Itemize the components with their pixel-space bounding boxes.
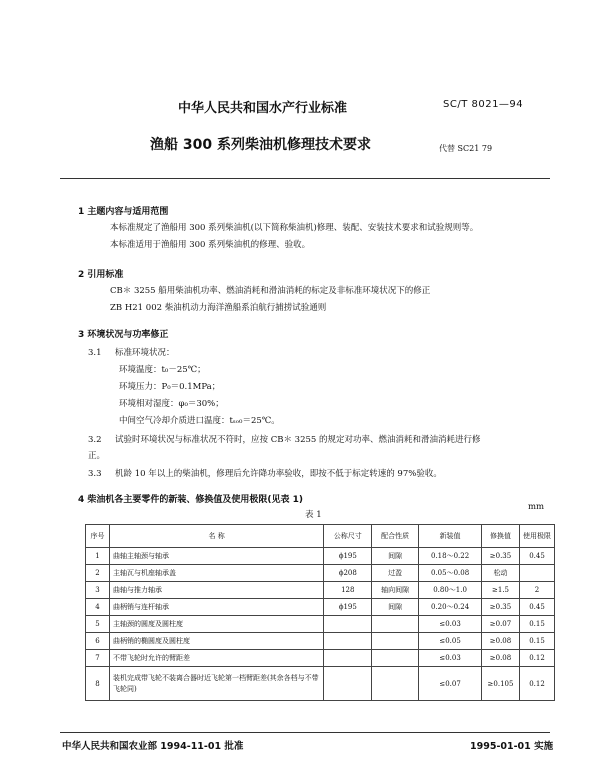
cell-no: 4 xyxy=(86,599,110,616)
table-row xyxy=(86,633,555,650)
table-caption: 表 1 xyxy=(305,510,322,520)
col-header-new: 新装值 xyxy=(419,525,482,548)
cell-repair: ≥0.35 xyxy=(482,599,520,616)
effective-date: 1995-01-01 实施 xyxy=(470,741,554,752)
cell-new: ≤0.03 xyxy=(419,616,482,633)
table-row xyxy=(86,582,555,599)
cell-limit: 0.45 xyxy=(519,548,554,565)
cell-name: 不带飞轮时允许的臂距差 xyxy=(109,650,323,667)
col-header-repair: 修换值 xyxy=(482,525,520,548)
cell-no: 2 xyxy=(86,565,110,582)
cell-new: ≤0.07 xyxy=(419,667,482,701)
cell-repair: ≥0.08 xyxy=(482,633,520,650)
cell-new: 0.18～0.22 xyxy=(419,548,482,565)
cell-nominal: 128 xyxy=(324,582,372,599)
standard-number: SC/T 8021—94 xyxy=(443,99,524,110)
clause-3-3-text: 机龄 10 年以上的柴油机，修理后允许降功率验收，即按不低于标定转速的 97%验收。 xyxy=(115,469,442,479)
cell-repair: ≥0.35 xyxy=(482,548,520,565)
clause-3-2-continued: 正。 xyxy=(88,451,106,461)
env-pressure: 环境压力：P₀＝0.1MPa； xyxy=(119,382,221,392)
table-row xyxy=(86,616,555,633)
cell-fit xyxy=(372,667,419,701)
cell-fit: 过盈 xyxy=(372,565,419,582)
env-humidity: 环境相对湿度：φ₀＝30%； xyxy=(119,399,224,409)
table-row xyxy=(86,565,555,582)
cell-no: 1 xyxy=(86,548,110,565)
cell-limit: 0.45 xyxy=(519,599,554,616)
env-coolant-temp: 中间空气冷却介质进口温度：tₛₒ₀＝25℃。 xyxy=(119,416,280,426)
cell-name: 曲轴与推力轴承 xyxy=(109,582,323,599)
approval-note: 中华人民共和国农业部 1994-11-01 批准 xyxy=(62,741,244,752)
section-1-paragraph-1: 本标准规定了渔船用 300 系列柴油机(以下简称柴油机)修理、装配、安装技术要求和试验规则等。 xyxy=(110,223,479,233)
issuing-organization: 中华人民共和国水产行业标准 xyxy=(178,101,348,116)
cell-fit xyxy=(372,616,419,633)
col-header-limit: 使用极限 xyxy=(519,525,554,548)
col-header-name: 名 称 xyxy=(109,525,323,548)
col-header-no: 序号 xyxy=(86,525,110,548)
cell-nominal: ϕ195 xyxy=(324,548,372,565)
section-4-heading: 4 柴油机各主要零件的新装、修换值及使用极限(见表 1) xyxy=(78,495,304,505)
clause-number: 3.3 xyxy=(88,469,102,479)
cell-nominal xyxy=(324,616,372,633)
col-header-fit: 配合性质 xyxy=(372,525,419,548)
cell-limit: 0.15 xyxy=(519,616,554,633)
cell-repair: ≥1.5 xyxy=(482,582,520,599)
table-row xyxy=(86,599,555,616)
cell-no: 6 xyxy=(86,633,110,650)
cell-nominal xyxy=(324,650,372,667)
cell-repair: ≥0.105 xyxy=(482,667,520,701)
cell-nominal xyxy=(324,667,372,701)
cell-name: 曲轴主轴颈与轴承 xyxy=(109,548,323,565)
env-temperature: 环境温度：t₀－25℃； xyxy=(119,365,206,375)
table-row xyxy=(86,650,555,667)
footer-rule xyxy=(60,732,550,733)
parts-table xyxy=(85,524,555,701)
cell-name: 曲柄销的椭圆度及圆柱度 xyxy=(109,633,323,650)
reference-1: CB＊ 3255 船用柴油机功率、燃油消耗和滑油消耗的标定及非标准环境状况下的修正 xyxy=(110,286,431,296)
cell-name: 主轴颈的圆度及圆柱度 xyxy=(109,616,323,633)
col-header-nominal: 公称尺寸 xyxy=(324,525,372,548)
cell-repair: ≥0.08 xyxy=(482,650,520,667)
cell-no: 8 xyxy=(86,667,110,701)
cell-new: 0.20～0.24 xyxy=(419,599,482,616)
cell-new: 0.80～1.0 xyxy=(419,582,482,599)
cell-no: 7 xyxy=(86,650,110,667)
clause-3-2-text: 试验时环境状况与标准状况不符时，应按 CB＊ 3255 的规定对功率、燃油消耗和滑油消耗进行修 xyxy=(115,435,481,445)
cell-fit: 间隙 xyxy=(372,548,419,565)
cell-fit xyxy=(372,650,419,667)
cell-new: ≤0.03 xyxy=(419,650,482,667)
reference-2: ZB H21 002 柴油机动力海洋渔船系泊航行捕捞试验通则 xyxy=(110,303,327,313)
cell-fit: 轴向间隙 xyxy=(372,582,419,599)
cell-nominal: ϕ195 xyxy=(324,599,372,616)
cell-name: 主轴瓦与机座轴承盖 xyxy=(109,565,323,582)
cell-fit xyxy=(372,633,419,650)
cell-limit xyxy=(519,565,554,582)
document-title: 渔船 300 系列柴油机修理技术要求 xyxy=(150,137,371,153)
section-1-heading: 1 主题内容与适用范围 xyxy=(78,207,169,217)
cell-new: ≤0.05 xyxy=(419,633,482,650)
cell-no: 3 xyxy=(86,582,110,599)
cell-nominal xyxy=(324,633,372,650)
cell-new: 0.05～0.08 xyxy=(419,565,482,582)
clause-number: 3.2 xyxy=(88,435,102,445)
cell-limit: 0.12 xyxy=(519,667,554,701)
cell-name: 装机完成带飞轮不装离合器时近飞轮第一档臂距差(其余各档与不带飞轮同) xyxy=(109,667,323,701)
cell-fit: 间隙 xyxy=(372,599,419,616)
clause-3-1-text: 标准环境状况： xyxy=(115,348,175,358)
table-row xyxy=(86,548,555,565)
unit-label: mm xyxy=(528,502,545,512)
cell-nominal: ϕ208 xyxy=(324,565,372,582)
section-3-heading: 3 环境状况与功率修正 xyxy=(78,330,169,340)
cell-limit: 0.15 xyxy=(519,633,554,650)
section-1-paragraph-2: 本标准适用于渔船用 300 系列柴油机的修理、验收。 xyxy=(110,240,311,250)
clause-number: 3.1 xyxy=(88,348,102,358)
cell-repair: ≥0.07 xyxy=(482,616,520,633)
table-header-row xyxy=(86,525,555,548)
header-rule xyxy=(60,178,550,179)
section-2-heading: 2 引用标准 xyxy=(78,270,124,280)
cell-limit: 2 xyxy=(519,582,554,599)
table-row xyxy=(86,667,555,701)
cell-repair: 松动 xyxy=(482,565,520,582)
cell-limit: 0.12 xyxy=(519,650,554,667)
cell-no: 5 xyxy=(86,616,110,633)
replaces-note: 代替 SC21 79 xyxy=(439,144,493,153)
cell-name: 曲柄销与连杆轴承 xyxy=(109,599,323,616)
